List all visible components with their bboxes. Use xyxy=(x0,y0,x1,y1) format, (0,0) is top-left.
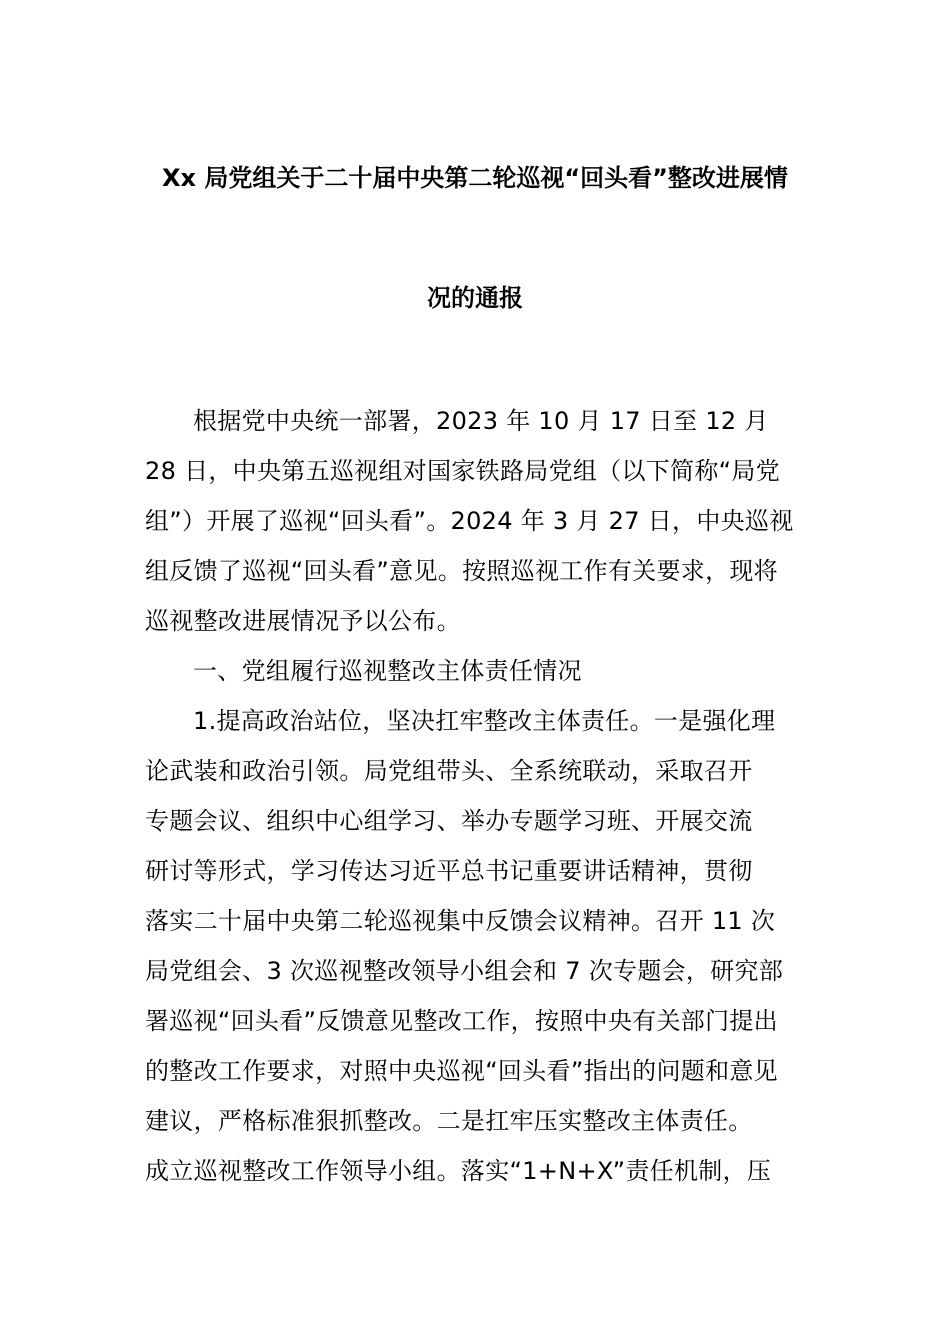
paragraph-line: 落实二十届中央第二轮巡视集中反馈会议精神。召开 11 次 xyxy=(145,907,776,935)
paragraph-line: 专题会议、组织中心组学习、举办专题学习班、开展交流 xyxy=(145,807,753,835)
paragraph-line: 署巡视“回头看”反馈意见整改工作，按照中央有关部门提出 xyxy=(145,1007,778,1035)
document-title-line-2: 况的通报 xyxy=(427,284,523,312)
paragraph-line: 建议，严格标准狠抓整改。二是扛牢压实整改主体责任。 xyxy=(145,1107,753,1135)
paragraph-line: 的整改工作要求，对照中央巡视“回头看”指出的问题和意见 xyxy=(145,1057,778,1085)
section-heading: 一、党组履行巡视整改主体责任情况 xyxy=(193,657,582,685)
paragraph-line: 研讨等形式，学习传达习近平总书记重要讲话精神，贯彻 xyxy=(145,857,753,885)
paragraph-line: 巡视整改进展情况予以公布。 xyxy=(145,607,461,635)
paragraph-line: 组反馈了巡视“回头看”意见。按照巡视工作有关要求，现将 xyxy=(145,557,778,585)
paragraph-line: 成立巡视整改工作领导小组。落实“1+N+X”责任机制，压 xyxy=(145,1157,772,1185)
paragraph-line: 28 日，中央第五巡视组对国家铁路局党组（以下简称“局党 xyxy=(145,457,780,485)
paragraph-line: 组”）开展了巡视“回头看”。2024 年 3 月 27 日，中央巡视 xyxy=(145,507,794,535)
paragraph-line: 根据党中央统一部署，2023 年 10 月 17 日至 12 月 xyxy=(193,407,769,435)
paragraph-line: 局党组会、3 次巡视整改领导小组会和 7 次专题会，研究部 xyxy=(145,957,784,985)
paragraph-line: 论武装和政治引领。局党组带头、全系统联动，采取召开 xyxy=(145,757,753,785)
paragraph-line: 1.提高政治站位，坚决扛牢整改主体责任。一是强化理 xyxy=(193,707,776,735)
document-title-line-1: Xx 局党组关于二十届中央第二轮巡视“回头看”整改进展情 xyxy=(162,164,788,192)
